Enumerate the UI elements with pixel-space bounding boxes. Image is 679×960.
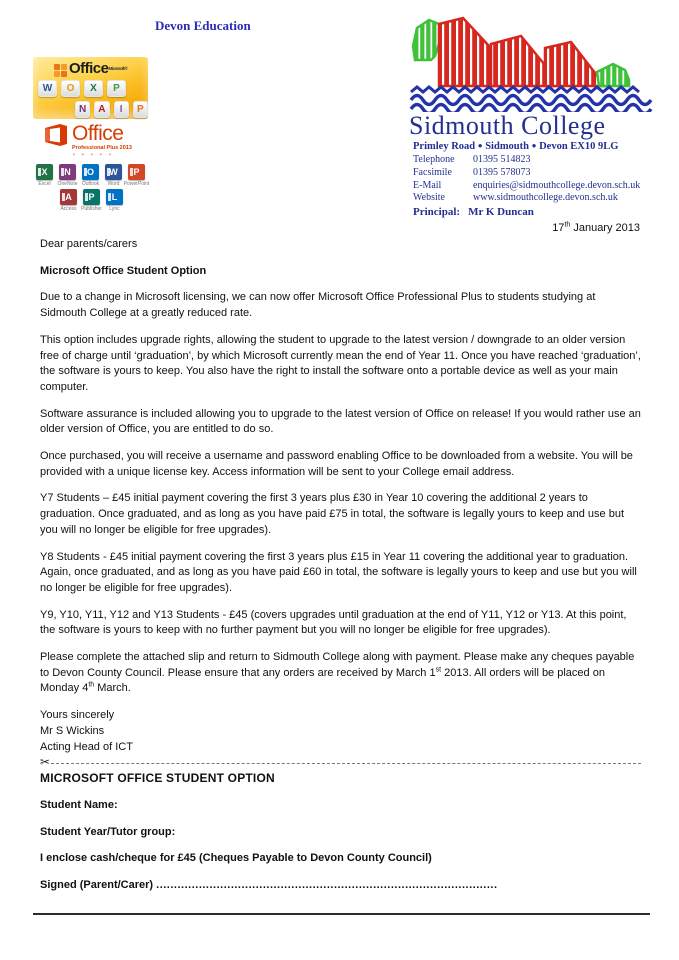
office-2010-banner: [33, 57, 148, 119]
powerpoint-2010-icon: P: [133, 101, 148, 118]
letter-body: [40, 237, 641, 905]
infopath-2010-icon: I: [114, 101, 129, 118]
devon-education-heading: Devon Education: [155, 18, 251, 33]
contact-row-facsimile: Facsimile 01395 578073: [413, 166, 531, 178]
slip-year-group-field: Student Year/Tutor group:: [40, 825, 176, 838]
onenote-2010-icon: N: [75, 101, 90, 118]
paragraph-final: Please complete the attached slip and return to Sidmouth College along with payment. Please make any cheques payable to Devon County Council. Please ensure that any orders are received by March 1st 2013. All orders will be placed on Monday 4th March.: [40, 651, 635, 695]
onenote-2013-icon: N OneNote: [59, 164, 76, 187]
office-2010-grid-logo-icon: [54, 64, 67, 77]
footer-rule: [33, 913, 650, 915]
access-2013-icon: A Access: [60, 189, 77, 212]
college-name: Sidmouth College: [409, 111, 606, 140]
slip-enclose-field: I enclose cash/cheque for £45 (Cheques Payable to Devon County Council): [40, 852, 432, 865]
contact-row-website: Website www.sidmouthcollege.devon.sch.uk: [413, 192, 618, 204]
outlook-2013-icon: O Outlook: [82, 164, 99, 187]
office-2010-icon-row-2: [75, 101, 148, 118]
paragraph: Y9, Y10, Y11, Y12 and Y13 Students - £45 (covers upgrades until graduation at the end of Y11, Y12 or Y13. At this point, the software is yours to keep with no further payment but you will no longer be eligible for free upgrades).: [40, 608, 627, 637]
office-2010-wordmark: [33, 57, 148, 77]
word-2010-icon: W: [38, 80, 57, 97]
bullet-icon: ●: [477, 141, 483, 150]
word-2013-icon: W Word: [105, 164, 122, 187]
paragraph: Due to a change in Microsoft licensing, we can now offer Microsoft Office Professional Plus to students studying at Sidmouth College at a greatly reduced rate.: [40, 291, 596, 320]
excel-2013-icon: X Excel: [36, 164, 53, 187]
principal-line: Principal: Mr K Duncan: [413, 206, 534, 219]
signature-name: Mr S Wickins: [40, 724, 105, 737]
subject-line: Microsoft Office Student Option: [40, 264, 207, 277]
powerpoint-2013-icon: P PowerPoint: [128, 164, 145, 187]
bullet-icon: ●: [531, 141, 537, 150]
office-2013-icon-row-1: [36, 164, 156, 187]
outlook-2010-icon: O: [61, 80, 80, 97]
contact-row-email: E-Mail enquiries@sidmouthcollege.devon.sch.uk: [413, 179, 641, 191]
microsoft-trademark-text: Microsoft®: [108, 66, 128, 71]
publisher-2010-icon: P: [107, 80, 126, 97]
paragraph: Software assurance is included allowing you to upgrade to the latest version of Office on release! If you would rather use an older version of Office, you are entitled to do so.: [40, 407, 641, 436]
paragraph: Once purchased, you will receive a username and password enabling Office to be downloaded from a website. You will be provided with a unique license key. Access information will be sent to your College email address.: [40, 450, 633, 478]
office-2013-fold-icon: [44, 123, 68, 147]
college-crest: [403, 12, 665, 139]
dashed-cut-rule: [51, 763, 641, 764]
access-2010-icon: A: [94, 101, 109, 118]
publisher-2013-icon: P Publisher: [83, 189, 100, 212]
lync-2013-icon: L Lync: [106, 189, 123, 212]
slip-title: MICROSOFT OFFICE STUDENT OPTION: [40, 771, 275, 786]
office-2010-icon-row-1: [38, 80, 148, 97]
paragraph: This option includes upgrade rights, allowing the student to upgrade to the latest version / downgrade to an older version free of charge until ‘graduation’, by which Microsoft currently mean the end of Year 11. Once you have reached ‘graduation’, the software is yours to keep. You also have the right to install the software onto a portable device as well as your main computer.: [40, 333, 641, 393]
salutation: Dear parents/carers: [40, 238, 138, 250]
signature-dotted-line: ................................................................................................: [156, 879, 498, 892]
excel-2010-icon: X: [84, 80, 103, 97]
contact-row-telephone: Telephone 01395 514823: [413, 154, 531, 165]
office-2013-subtitle: Professional Plus 2013: [72, 145, 132, 151]
office-2013-brand-text: Office: [72, 122, 124, 145]
college-contact-block: [413, 141, 669, 218]
college-address: Primley Road ● Sidmouth ● Devon EX10 9LG: [413, 141, 619, 152]
scissors-icon: ✂: [40, 754, 51, 769]
cut-here-line: [40, 755, 641, 770]
closing-line: Yours sincerely: [40, 709, 115, 722]
cliffs-logo-icon: [403, 12, 659, 112]
signature-title: Acting Head of ICT: [40, 740, 133, 753]
letter-date: 17th January 2013: [552, 221, 640, 234]
office-2013-stars: ✶ ✶ ✶ ✶ ✶: [72, 151, 114, 157]
office-2013-logo-block: [36, 123, 156, 212]
office-2010-brand-text: Office: [68, 60, 109, 77]
slip-signed-field: Signed (Parent/Carer) ................................................................................................: [40, 879, 498, 892]
closing-block: [40, 708, 641, 755]
office-2013-icon-row-2: [60, 189, 156, 212]
paragraph: Y8 Students - £45 initial payment covering the first 3 years plus £15 in Year 11 covering the additional year to graduation. Again, once graduated, and as long as you have paid £60 in total, the software is legally yours to keep and use but you will no longer be eligible for free upgrades).: [40, 550, 637, 594]
paragraph: Y7 Students – £45 initial payment covering the first 3 years plus £30 in Year 10 covering the additional 2 years to graduation. Once graduated, and as long as you have paid £75 in total, the software is legally yours to keep and use but you will no longer be eligible for free upgrades).: [40, 492, 624, 536]
slip-student-name-field: Student Name:: [40, 798, 118, 811]
